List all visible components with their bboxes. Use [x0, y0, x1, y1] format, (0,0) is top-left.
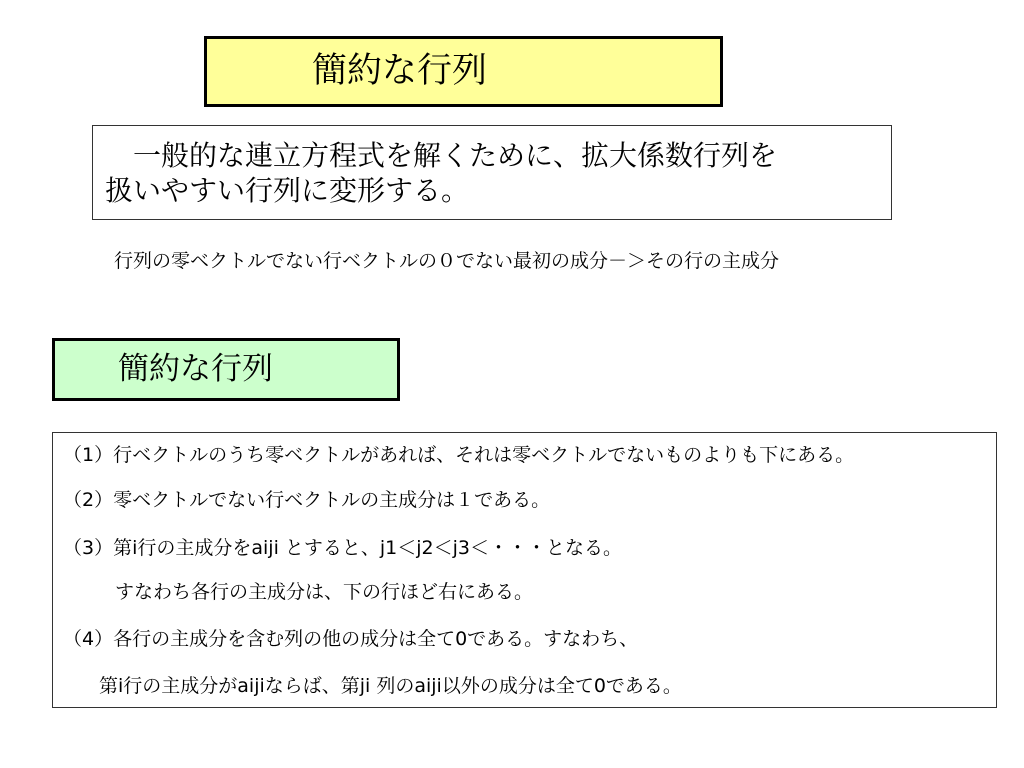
condition-4: （4）各行の主成分を含む列の他の成分は全て0である。すなわち、: [63, 628, 639, 650]
subtitle-box: [52, 338, 400, 401]
condition-3-note: すなわち各行の主成分は、下の行ほど右にある。: [115, 581, 534, 603]
condition-4-note: 第i行の主成分がaijiならば、第ji 列のaiji以外の成分は全て0である。: [99, 675, 682, 697]
slide-title: 簡約な行列: [312, 51, 488, 91]
conditions-box: [52, 432, 997, 708]
intro-line-2: 扱いやすい行列に変形する。: [105, 174, 470, 207]
intro-line-1: 一般的な連立方程式を解くために、拡大係数行列を: [105, 139, 778, 172]
condition-3: （3）第i行の主成分をaiji とすると、j1＜j2＜j3＜・・・となる。: [63, 537, 622, 559]
condition-2: （2）零ベクトルでない行ベクトルの主成分は１である。: [63, 489, 551, 511]
condition-1: （1）行ベクトルのうち零ベクトルがあれば、それは零ベクトルでないものよりも下にある。: [63, 444, 855, 466]
intro-box: [92, 125, 892, 220]
subtitle: 簡約な行列: [118, 351, 273, 387]
title-box: [204, 36, 723, 107]
pivot-definition: 行列の零ベクトルでない行ベクトルの０でない最初の成分－＞その行の主成分: [114, 250, 780, 272]
